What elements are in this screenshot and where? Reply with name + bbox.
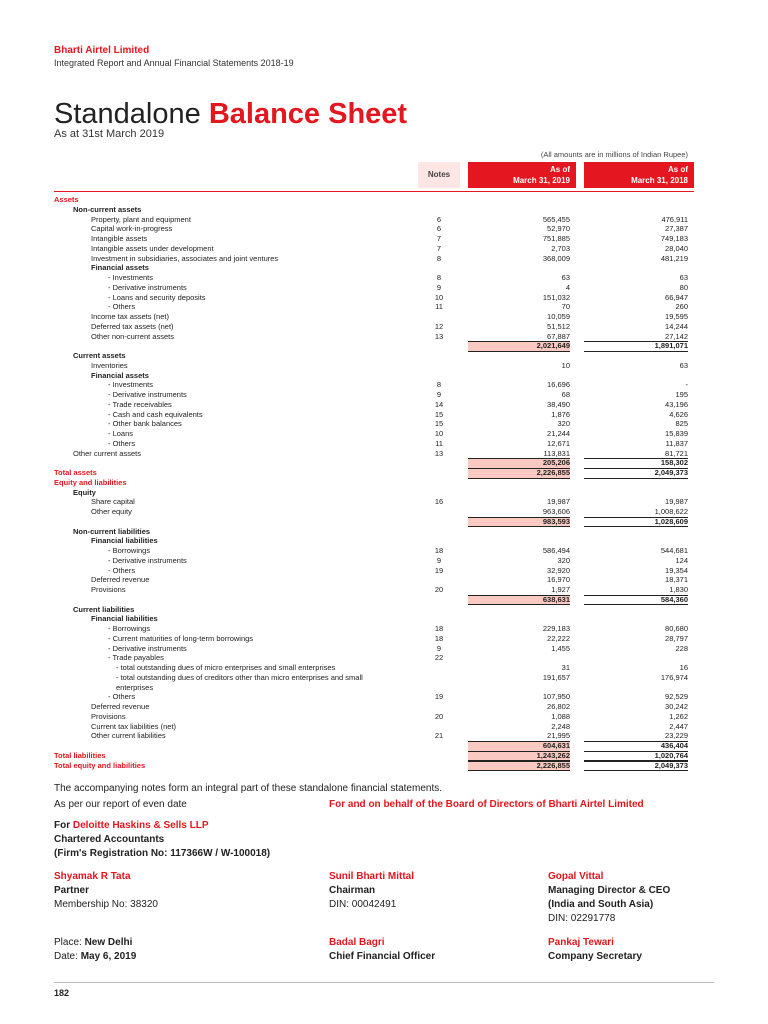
as-at-date: As at 31st March 2019	[54, 128, 165, 140]
row-value-2018: 2,049,373	[584, 468, 688, 479]
report-date-text: As per our report of even date	[54, 799, 187, 810]
row-note: 6	[436, 214, 442, 224]
table-row	[0, 722, 768, 732]
row-value-2018: 2,049,373	[584, 761, 688, 772]
row-note: 15	[434, 409, 444, 419]
signatory-secretary: Pankaj Tewari Company Secretary	[548, 937, 642, 962]
row-note: 13	[434, 331, 444, 341]
row-value-2019: 1,243,262	[468, 751, 570, 762]
table-row	[0, 566, 768, 576]
notes-statement: The accompanying notes form an integral part of these standalone financial statements.	[54, 783, 443, 794]
row-value-2019: 51,512	[547, 321, 570, 331]
table-row	[0, 653, 768, 663]
firm-type: Chartered Accountants	[54, 834, 165, 845]
row-label: - Others	[108, 438, 136, 448]
row-note: 20	[434, 711, 444, 721]
table-row	[0, 634, 768, 644]
row-value-2019: 191,657	[542, 672, 570, 682]
row-value-2019: 16,696	[547, 380, 570, 390]
row-value-2019: 63	[561, 273, 570, 282]
row-value-2019: 586,494	[542, 546, 570, 555]
row-value-2018: 92,529	[665, 692, 688, 702]
row-value-2019: 1,927	[551, 585, 570, 594]
row-label: Investment in subsidiaries, associates and joint ventures	[91, 253, 279, 263]
row-label: - total outstanding dues of creditors other than micro enterprises and small	[116, 672, 363, 682]
row-label: - Other bank balances	[108, 419, 182, 429]
auditor-block	[54, 819, 270, 861]
table-row	[0, 322, 768, 332]
row-label: Deferred tax assets (net)	[91, 321, 174, 331]
row-value-2019: 205,206	[468, 458, 570, 469]
row-label: Intangible assets	[91, 234, 148, 243]
row-value-2019: 1,088	[551, 711, 570, 721]
table-row	[0, 380, 768, 390]
firm-name: Deloitte Haskins & Sells LLP	[72, 820, 209, 831]
row-note: 13	[434, 448, 444, 458]
row-value-2019: 2,021,649	[468, 341, 570, 352]
row-note: 7	[436, 243, 442, 253]
table-row	[0, 351, 768, 361]
row-label: Total liabilities	[54, 750, 106, 760]
row-value-2018: 19,987	[665, 497, 688, 507]
row-value-2018: 19,354	[665, 565, 688, 575]
row-label: - Current maturities of long-term borrowings	[108, 633, 254, 643]
table-row	[0, 468, 768, 478]
row-label: Equity	[73, 487, 96, 497]
row-value-2018: 2,447	[669, 721, 688, 731]
table-row	[0, 731, 768, 741]
row-value-2019: 963,606	[542, 507, 570, 516]
row-value-2018: 43,196	[665, 399, 688, 409]
table-row	[0, 644, 768, 654]
table-row	[0, 224, 768, 234]
table-row	[0, 497, 768, 507]
row-label: Deferred revenue	[91, 575, 150, 585]
place-date: Place: New Delhi Date: May 6, 2019	[54, 937, 137, 962]
table-row	[0, 234, 768, 244]
col-2019-line1: As of	[550, 165, 570, 174]
row-note: 8	[436, 253, 442, 263]
col-2019-line2: March 31, 2019	[513, 176, 570, 185]
table-row	[0, 702, 768, 712]
row-value-2018: 825	[675, 419, 688, 429]
row-label: Current liabilities	[73, 604, 135, 614]
row-label: Non-current assets	[73, 204, 142, 214]
row-value-2019: 26,802	[547, 702, 570, 711]
row-note: 18	[434, 546, 444, 555]
page-number: 182	[54, 988, 70, 998]
table-row	[0, 517, 768, 527]
row-label: Inventories	[91, 360, 128, 370]
row-value-2018: 15,839	[665, 429, 688, 438]
row-label: Intangible assets under development	[91, 243, 214, 253]
row-note: 7	[436, 234, 442, 243]
row-label: Equity and liabilities	[54, 477, 127, 487]
table-row	[0, 361, 768, 371]
row-value-2019: 320	[557, 419, 570, 429]
row-value-2018: 1,262	[669, 711, 688, 721]
row-value-2019: 113,831	[543, 448, 570, 458]
bottom-rule	[54, 982, 714, 983]
row-value-2019: 2,248	[551, 721, 570, 731]
row-value-2019: 565,455	[542, 214, 570, 224]
row-value-2019: 10,059	[547, 312, 570, 321]
row-value-2019: 4	[565, 282, 570, 292]
row-label: - total outstanding dues of micro enterprises and small enterprises	[116, 663, 336, 672]
row-label: Financial liabilities	[91, 536, 158, 546]
row-value-2018: 19,595	[665, 312, 688, 321]
row-value-2018: 260	[675, 302, 688, 312]
row-note: 18	[434, 624, 444, 633]
row-value-2019: 638,631	[468, 595, 570, 606]
table-row	[0, 595, 768, 605]
table-row	[0, 624, 768, 634]
row-note: 19	[434, 692, 444, 702]
row-note: 22	[434, 653, 444, 663]
table-row	[0, 761, 768, 771]
table-row	[0, 614, 768, 624]
row-label: Non-current liabilities	[73, 526, 151, 536]
row-label: - Investments	[108, 380, 154, 390]
row-label: Property, plant and equipment	[91, 214, 191, 224]
row-value-2018: 1,020,764	[584, 751, 688, 762]
row-note: 10	[434, 292, 444, 302]
row-label: - Trade receivables	[108, 399, 172, 409]
table-row	[0, 371, 768, 381]
row-note: 21	[434, 731, 444, 741]
row-value-2018: 158,302	[584, 458, 688, 469]
signatory-cfo: Badal Bagri Chief Financial Officer	[329, 937, 436, 962]
row-note: 14	[434, 399, 444, 409]
row-note: 9	[436, 282, 442, 292]
table-row	[0, 390, 768, 400]
header-subtitle: Integrated Report and Annual Financial Statements 2018-19	[54, 58, 294, 68]
row-value-2019: 31	[561, 663, 570, 672]
row-label: Financial liabilities	[91, 614, 158, 624]
table-row	[0, 410, 768, 420]
row-label: - Others	[108, 302, 136, 312]
row-value-2018: 80,680	[665, 624, 688, 633]
row-note: 9	[436, 643, 442, 653]
row-value-2019: 32,920	[547, 565, 570, 575]
row-note: 9	[436, 555, 442, 565]
row-value-2019: 38,490	[547, 399, 570, 409]
table-row	[0, 536, 768, 546]
row-label: - Borrowings	[108, 546, 151, 555]
balance-sheet-table	[0, 195, 768, 770]
table-row	[0, 712, 768, 722]
board-text: For and on behalf of the Board of Directors of Bharti Airtel Limited	[329, 799, 644, 810]
row-note: 11	[435, 438, 443, 448]
row-label: Other current assets	[73, 448, 141, 458]
row-value-2019: 604,631	[468, 741, 570, 752]
row-value-2019: 751,885	[542, 234, 570, 243]
table-row	[0, 478, 768, 488]
row-note: 12	[434, 321, 444, 331]
row-note: 10	[434, 429, 444, 438]
row-value-2019: 52,970	[547, 224, 570, 234]
signatory-ceo: Gopal Vittal Managing Director & CEO (India and South Asia) DIN: 02291778	[548, 871, 671, 924]
row-note: 11	[435, 302, 443, 312]
row-value-2018: 4,626	[669, 409, 688, 419]
row-label: Financial assets	[91, 263, 149, 273]
row-value-2019: 983,593	[468, 517, 570, 528]
title-part1: Standalone	[54, 98, 201, 130]
table-row	[0, 332, 768, 342]
row-value-2019: 107,950	[542, 692, 570, 702]
row-value-2019: 320	[557, 555, 570, 565]
table-row	[0, 195, 768, 205]
table-row	[0, 449, 768, 459]
row-value-2019: 16,970	[547, 575, 570, 585]
row-value-2019: 151,032	[542, 292, 570, 302]
row-value-2019: 67,887	[547, 331, 570, 341]
table-row	[0, 507, 768, 517]
col-2018-line1: As of	[668, 165, 688, 174]
row-value-2018: 1,028,609	[584, 517, 688, 528]
row-label: Total assets	[54, 468, 97, 477]
row-value-2018: 30,242	[665, 702, 688, 711]
row-note: 8	[436, 273, 442, 282]
row-note: 9	[436, 390, 442, 399]
row-value-2018: 436,404	[584, 741, 688, 752]
table-row	[0, 683, 768, 693]
row-value-2018: 63	[679, 360, 688, 370]
row-label: Provisions	[91, 711, 126, 721]
row-value-2019: 21,244	[547, 429, 570, 438]
table-row	[0, 302, 768, 312]
row-note: 8	[436, 380, 442, 390]
row-value-2018: 584,360	[584, 595, 688, 606]
table-row	[0, 605, 768, 615]
row-value-2019: 2,226,855	[468, 468, 570, 479]
row-label: Other non-current assets	[91, 331, 174, 341]
row-label: - Loans	[108, 429, 134, 438]
row-value-2018: 749,183	[660, 234, 688, 243]
row-label: Deferred revenue	[91, 702, 150, 711]
row-value-2019: 229,183	[542, 624, 570, 633]
row-value-2018: 1,008,622	[654, 507, 688, 516]
table-row	[0, 546, 768, 556]
row-label: - Investments	[108, 273, 154, 282]
row-value-2019: 12,671	[547, 438, 570, 448]
row-note: 15	[434, 419, 444, 429]
table-row	[0, 751, 768, 761]
row-value-2019: 19,987	[547, 497, 570, 507]
row-value-2019: 368,009	[542, 253, 570, 263]
row-label: Share capital	[91, 497, 135, 507]
row-value-2018: 66,947	[665, 292, 688, 302]
row-value-2018: 28,797	[665, 633, 688, 643]
row-value-2018: -	[685, 380, 688, 390]
row-value-2018: 11,837	[665, 438, 688, 448]
notes-column-header: Notes	[418, 162, 460, 188]
table-row	[0, 692, 768, 702]
table-row	[0, 312, 768, 322]
table-row	[0, 439, 768, 449]
row-label: Other equity	[91, 507, 132, 516]
col-2019-header	[468, 162, 576, 188]
row-value-2019: 70	[561, 302, 570, 312]
row-value-2018: 195	[675, 390, 688, 399]
row-value-2018: 1,891,071	[584, 341, 688, 352]
table-row	[0, 400, 768, 410]
table-row	[0, 283, 768, 293]
row-value-2018: 124	[675, 555, 688, 565]
signatory-chairman: Sunil Bharti Mittal Chairman DIN: 00042491	[329, 871, 414, 910]
table-row	[0, 244, 768, 254]
table-row	[0, 429, 768, 439]
firm-reg: (Firm's Registration No: 117366W / W-100018)	[54, 848, 271, 859]
row-label: Income tax assets (net)	[91, 312, 169, 321]
row-label: Current tax liabilities (net)	[91, 721, 177, 731]
header-company: Bharti Airtel Limited	[54, 45, 150, 56]
row-value-2018: 81,721	[665, 448, 688, 458]
row-note: 16	[434, 497, 444, 507]
table-row	[0, 673, 768, 683]
row-label: - Others	[108, 565, 136, 575]
table-row	[0, 458, 768, 468]
row-label: - Trade payables	[108, 653, 164, 663]
row-value-2018: 481,219	[660, 253, 688, 263]
row-value-2018: 63	[679, 273, 688, 282]
row-value-2019: 22,222	[547, 633, 570, 643]
row-value-2018: 16	[679, 663, 688, 672]
table-row	[0, 205, 768, 215]
row-value-2019: 2,226,855	[468, 761, 570, 772]
row-label: Assets	[54, 195, 79, 204]
row-label: - Loans and security deposits	[108, 292, 206, 302]
row-value-2019: 10	[561, 360, 570, 370]
row-label: Current assets	[73, 351, 126, 360]
row-value-2018: 176,974	[660, 672, 688, 682]
col-2018-line2: March 31, 2018	[631, 176, 688, 185]
row-value-2018: 80	[679, 282, 688, 292]
amounts-note: (All amounts are in millions of Indian Rupee)	[540, 150, 688, 159]
row-label: Financial assets	[91, 370, 149, 380]
row-note: 6	[436, 224, 442, 234]
row-value-2019: 68	[561, 390, 570, 399]
header-rule	[54, 191, 694, 192]
row-value-2019: 1,455	[551, 643, 570, 653]
row-value-2018: 476,911	[661, 214, 688, 224]
row-note: 19	[434, 565, 444, 575]
row-value-2018: 1,830	[669, 585, 688, 594]
row-value-2019: 1,876	[551, 409, 570, 419]
row-label: Other current liabilities	[91, 731, 166, 741]
col-2018-header	[584, 162, 694, 188]
table-row	[0, 575, 768, 585]
row-label: Total equity and liabilities	[54, 760, 146, 770]
row-value-2018: 28,040	[665, 243, 688, 253]
row-value-2018: 27,142	[665, 331, 688, 341]
row-label: - Derivative instruments	[108, 643, 187, 653]
row-label: - Others	[108, 692, 136, 702]
row-value-2018: 27,387	[665, 224, 688, 234]
title-part2: Balance Sheet	[208, 98, 408, 130]
table-row	[0, 488, 768, 498]
row-value-2018: 544,681	[660, 546, 688, 555]
row-note: 20	[434, 585, 444, 594]
table-row	[0, 341, 768, 351]
row-label: - Cash and cash equivalents	[108, 409, 203, 419]
table-row	[0, 254, 768, 264]
row-value-2018: 23,229	[665, 731, 688, 741]
row-value-2018: 228	[675, 643, 688, 653]
row-label: - Derivative instruments	[108, 555, 187, 565]
table-row	[0, 293, 768, 303]
page-title	[54, 96, 407, 132]
row-value-2019: 21,995	[547, 731, 570, 741]
row-label: Provisions	[91, 585, 126, 594]
table-row	[0, 215, 768, 225]
table-row	[0, 419, 768, 429]
row-label: - Derivative instruments	[108, 390, 187, 399]
row-note: 18	[434, 633, 444, 643]
row-value-2019: 2,703	[551, 243, 570, 253]
table-row	[0, 527, 768, 537]
row-value-2018: 14,244	[665, 321, 688, 331]
table-row	[0, 585, 768, 595]
row-label: enterprises	[116, 682, 154, 692]
table-row	[0, 273, 768, 283]
signatory-partner: Shyamak R Tata Partner Membership No: 38320	[54, 871, 158, 910]
row-value-2018: 18,371	[665, 575, 688, 585]
row-label: Capital work-in-progress	[91, 224, 173, 234]
for-prefix: For	[54, 820, 73, 831]
row-label: - Derivative instruments	[108, 282, 187, 292]
table-row	[0, 556, 768, 566]
row-label: - Borrowings	[108, 624, 151, 633]
table-row	[0, 263, 768, 273]
table-row	[0, 741, 768, 751]
table-row	[0, 663, 768, 673]
